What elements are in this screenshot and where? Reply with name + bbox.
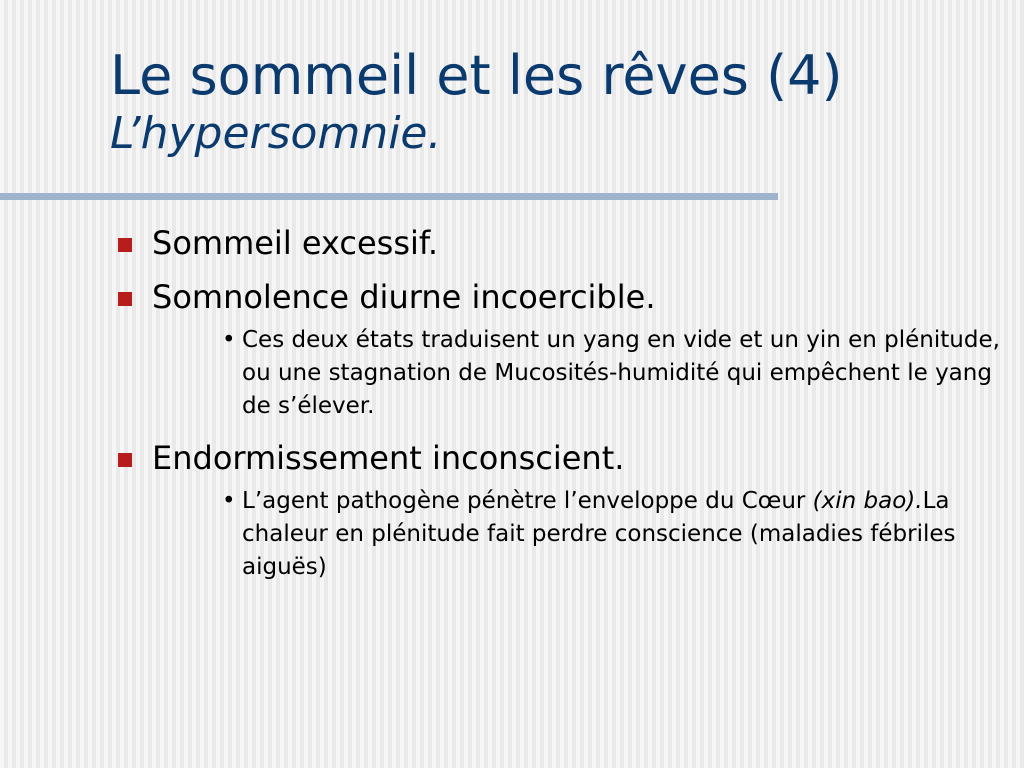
content-area bbox=[112, 222, 1002, 598]
title-divider bbox=[0, 193, 778, 200]
bullet-text: Somnolence diurne incoercible. bbox=[152, 278, 656, 316]
slide-title: Le sommeil et les rêves (4) bbox=[110, 44, 843, 107]
bullet-sommeil-excessif bbox=[112, 222, 1002, 264]
sub-bullet-text-italic: (xin bao). bbox=[812, 488, 923, 514]
sub-bullet-text-part2: La chaleur en plénitude fait perdre conscience (maladies fébriles aiguës) bbox=[242, 488, 956, 580]
dot-bullet-icon: • bbox=[222, 327, 236, 353]
square-bullet-icon bbox=[118, 292, 132, 306]
sub-bullet-text-part1: L’agent pathogène pénètre l’enveloppe du Cœur bbox=[242, 488, 813, 514]
square-bullet-icon bbox=[118, 238, 132, 252]
sub-bullet-text: Ces deux états traduisent un yang en vide et un yin en plénitude, ou une stagnation de Mucosités-humidité qui empêchent le yang de s’élever. bbox=[242, 327, 1000, 419]
title-block bbox=[110, 44, 990, 160]
sub-bullet-yang-yin bbox=[222, 324, 1002, 423]
dot-bullet-icon: • bbox=[222, 488, 236, 514]
slide-subtitle: L’hypersomnie. bbox=[110, 108, 442, 159]
bullet-endormissement bbox=[112, 437, 1002, 479]
bullet-text: Sommeil excessif. bbox=[152, 224, 438, 262]
bullet-text: Endormissement inconscient. bbox=[152, 439, 625, 477]
sub-bullet-agent-pathogene bbox=[222, 485, 1002, 584]
square-bullet-icon bbox=[118, 453, 132, 467]
bullet-somnolence bbox=[112, 276, 1002, 318]
